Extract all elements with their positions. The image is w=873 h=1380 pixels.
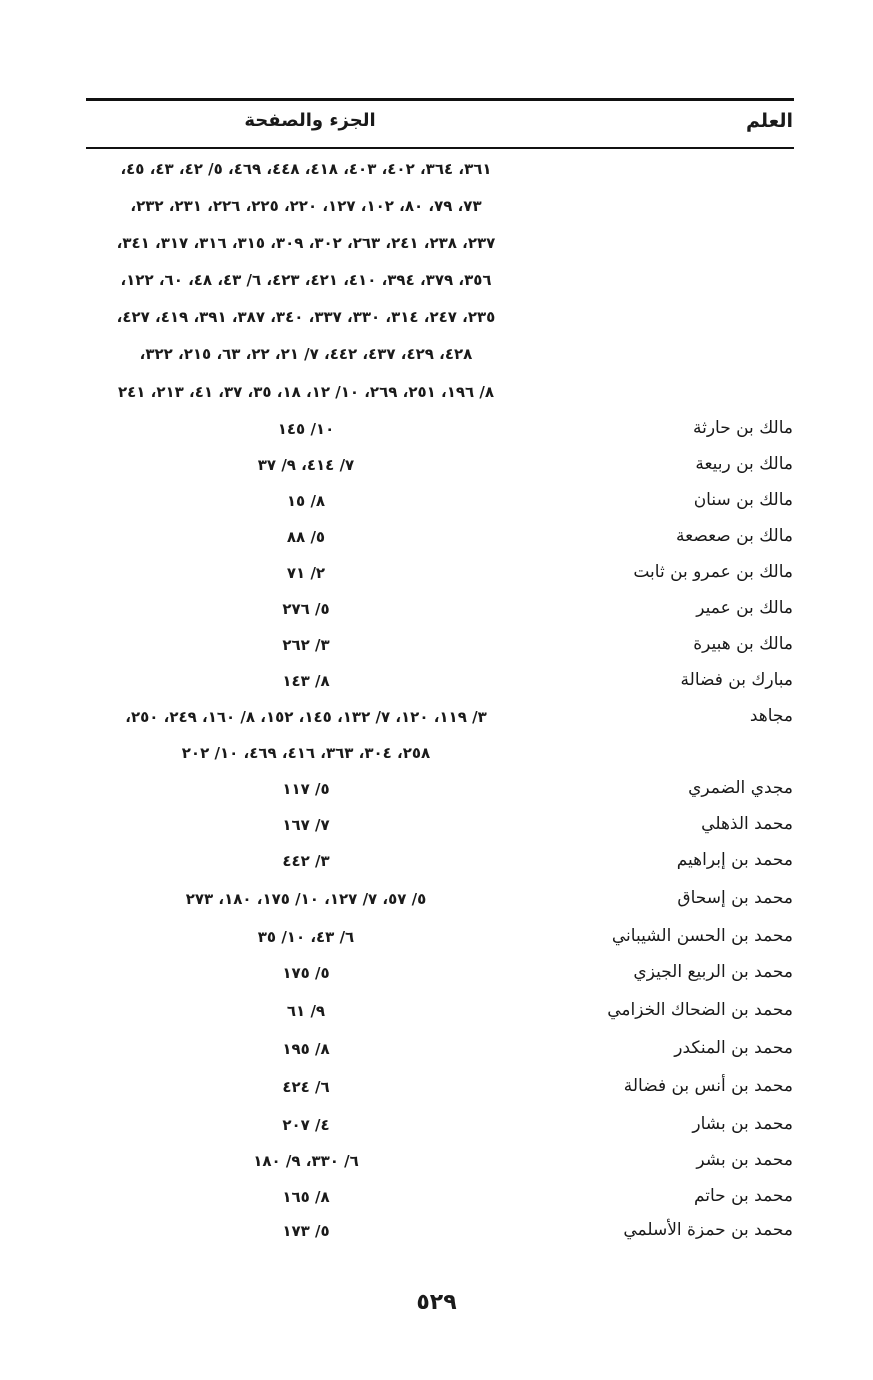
entry-name: محمد بن حاتم — [693, 1186, 793, 1206]
entry-pages: ٥/ ١٧٥ — [282, 964, 330, 982]
entry-pages: ٣/ ١١٩، ١٢٠، ٧/ ١٣٢، ١٤٥، ١٥٢، ٨/ ١٦٠، ٢٤٩، ٢٥٠، — [125, 708, 487, 726]
entry-pages: ٧/ ٤١٤، ٩/ ٣٧ — [257, 456, 355, 474]
entry-pages: ٥/ ١٧٣ — [282, 1222, 330, 1240]
entry-pages: ٨/ ١٤٣ — [282, 672, 330, 690]
entry-pages: ٥/ ٨٨ — [286, 528, 326, 546]
entry-pages: ٦/ ٤٣، ١٠/ ٣٥ — [257, 928, 355, 946]
entry-pages: ٦/ ٤٢٤ — [282, 1078, 330, 1096]
entry-pages: ٥/ ٢٧٦ — [282, 600, 330, 618]
entry-name: محمد بن الربيع الجيزي — [633, 962, 793, 982]
continuation-line: ٣٥٦، ٣٧٩، ٣٩٤، ٤١٠، ٤٢١، ٤٢٣، ٦/ ٤٣، ٤٨، ٦٠، ١٢٢، — [120, 271, 492, 289]
continuation-line: ٤٢٨، ٤٢٩، ٤٣٧، ٤٤٢، ٧/ ٢١، ٢٢، ٦٣، ٢١٥، ٣٢٢، — [139, 345, 473, 363]
column-header-pages: الجزء والصفحة — [244, 110, 376, 131]
entry-pages: ٤/ ٢٠٧ — [282, 1116, 330, 1134]
entry-name: مجدي الضمري — [688, 778, 793, 798]
entry-pages: ٢/ ٧١ — [286, 564, 326, 582]
entry-name: محمد بن أنس بن فضالة — [623, 1076, 793, 1096]
entry-pages: ٨/ ١٦٥ — [282, 1188, 330, 1206]
entry-name: محمد بن المنكدر — [674, 1038, 793, 1058]
continuation-line: ٢٣٧، ٢٣٨، ٢٤١، ٢٦٣، ٣٠٢، ٣٠٩، ٣١٥، ٣١٦، ٣١٧، ٣٤١، — [116, 234, 496, 252]
entry-name: مالك بن حارثة — [692, 418, 793, 438]
entry-pages: ٥/ ١١٧ — [282, 780, 330, 798]
entry-name: مالك بن سنان — [693, 490, 793, 510]
column-header-name: العلم — [745, 110, 793, 132]
continuation-line: ٢٣٥، ٢٤٧، ٣١٤، ٣٣٠، ٣٣٧، ٣٤٠، ٣٨٧، ٣٩١، ٤١٩، ٤٢٧، — [116, 308, 496, 326]
entry-pages: ٦/ ٣٣٠، ٩/ ١٨٠ — [253, 1152, 359, 1170]
entry-pages: ٨/ ١٥ — [286, 492, 326, 510]
entry-name: مجاهد — [749, 706, 793, 726]
entry-name: محمد بن بشار — [692, 1114, 793, 1134]
entry-pages: ٨/ ١٩٥ — [282, 1040, 330, 1058]
entry-name: محمد بن الضحاك الخزامي — [607, 1000, 793, 1020]
entry-name: مالك بن هبيرة — [693, 634, 793, 654]
page-number: ٥٢٩ — [416, 1290, 457, 1315]
entry-name: مالك بن عمرو بن ثابت — [633, 562, 793, 582]
entry-pages: ٥/ ٥٧، ٧/ ١٢٧، ١٠/ ١٧٥، ١٨٠، ٢٧٣ — [185, 890, 427, 908]
entry-name: مالك بن عمير — [696, 598, 793, 618]
continuation-line: ٧٣، ٧٩، ٨٠، ١٠٢، ١٢٧، ٢٢٠، ٢٢٥، ٢٢٦، ٢٣١، ٢٣٢، — [130, 197, 482, 215]
entry-pages: ٣/ ٤٤٢ — [282, 852, 330, 870]
continuation-line: ٣٦١، ٣٦٤، ٤٠٢، ٤٠٣، ٤١٨، ٤٤٨، ٤٦٩، ٥/ ٤٢، ٤٣، ٤٥، — [120, 160, 492, 178]
continuation-line: ٨/ ١٩٦، ٢٥١، ٢٦٩، ١٠/ ١٢، ١٨، ٣٥، ٣٧، ٤١، ٢١٣، ٢٤١ — [117, 383, 495, 401]
entry-name: محمد الذهلي — [701, 814, 793, 834]
entry-name: محمد بن إبراهيم — [676, 850, 793, 870]
entry-name: محمد بن بشر — [696, 1150, 793, 1170]
header-rule — [86, 147, 794, 149]
entry-pages: ١٠/ ١٤٥ — [277, 420, 335, 438]
entry-pages-continued: ٢٥٨، ٣٠٤، ٣٦٣، ٤١٦، ٤٦٩، ١٠/ ٢٠٢ — [181, 744, 431, 762]
entry-name: مالك بن صعصعة — [676, 526, 793, 546]
entry-pages: ٧/ ١٦٧ — [282, 816, 330, 834]
top-rule — [86, 98, 794, 101]
entry-name: مبارك بن فضالة — [680, 670, 793, 690]
entry-name: محمد بن الحسن الشيباني — [611, 926, 793, 946]
entry-pages: ٩/ ٦١ — [286, 1002, 326, 1020]
entry-pages: ٣/ ٢٦٢ — [282, 636, 330, 654]
entry-name: مالك بن ربيعة — [695, 454, 793, 474]
entry-name: محمد بن إسحاق — [677, 888, 793, 908]
entry-name: محمد بن حمزة الأسلمي — [623, 1220, 793, 1240]
